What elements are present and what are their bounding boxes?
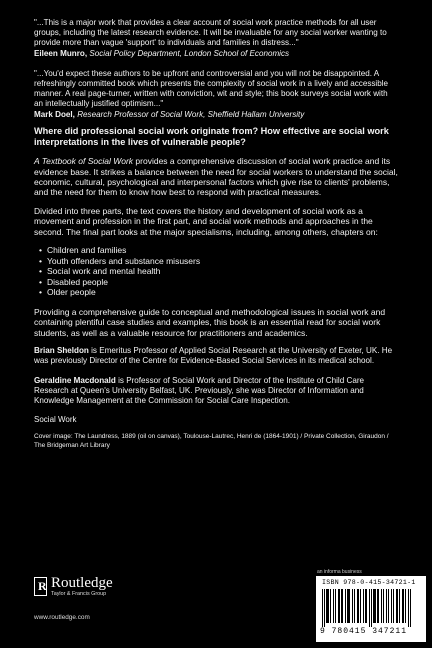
list-item: • Children and families <box>39 245 398 256</box>
list-item: • Youth offenders and substance misusers <box>39 256 398 267</box>
review-attribution-1 <box>34 49 398 59</box>
reviewer-affiliation-1: Social Policy Department, London School of Economics <box>89 48 290 58</box>
review-attribution-2 <box>34 110 398 120</box>
author-bio-1 <box>34 346 398 366</box>
list-item: • Social work and mental health <box>39 266 398 277</box>
author-name-2: Geraldine Macdonald <box>34 375 116 385</box>
reviewer-name-2: Mark Doel, <box>34 109 75 119</box>
subject-category: Social Work <box>34 415 77 425</box>
book-title: A Textbook of Social Work <box>34 156 134 167</box>
reviewer-affiliation-2: Research Professor of Social Work, Sheffield Hallam University <box>77 109 305 119</box>
publisher-name: Routledge <box>51 575 113 591</box>
cover-image-credit: Cover image: The Laundress, 1889 (oil on canvas), Toulouse-Lautrec, Henri de (1864-1901) / Private Collection, Giraudon / The Bridgeman Art Library <box>34 433 389 449</box>
publisher-logo <box>34 576 113 598</box>
publisher-wordmark <box>51 576 113 598</box>
author-bio-text-2: is Professor of Social Work and Director of the Institute of Child Care Research at Queen's University Belfast, UK. Previously, she was Director of Information and Knowledge Management at the Commission for Social Care Inspection. <box>34 375 365 406</box>
intro-paragraph <box>34 156 398 198</box>
structure-paragraph: Divided into three parts, the text covers the history and development of social work as a movement and profession in the first part, and social work methods and approaches in the second. The final part looks at the major specialisms, including, among others, chapters on: <box>34 205 378 237</box>
isbn-barcode <box>316 576 426 642</box>
summary-paragraph: Providing a comprehensive guide to conceptual and methodological issues in social work and containing plentiful case studies and examples, this book is an essential read for social work students, as well as a valuable resource for practitioners and academics. <box>34 307 386 338</box>
author-name-1: Brian Sheldon <box>34 346 89 356</box>
review-quote-2: "...You'd expect these authors to be upfront and controversial and you will not be disappointed. A refreshingly committed book which presents the complexity of social work in a lively and accessible manner. A real page-turner, written with conviction, wit and style; this book surveys social work with an intellectually justified optimism..." <box>34 68 389 109</box>
barcode-number: 9 780415 347211 <box>320 627 408 636</box>
routledge-logo-icon: R <box>34 577 47 596</box>
cover-footer <box>0 569 432 648</box>
lead-question: Where did professional social work originate from? How effective are social work interpretations in the lives of vulnerable people? <box>34 125 389 148</box>
barcode-icon <box>322 589 420 627</box>
intro-text: provides a comprehensive discussion of social work practice and its evidence base. It strikes a balance between the need for social workers to understand the social, economic, cultural, psychological and interpersonal factors which give rise to clients' problems, and the need for them to know how best to respond with practical measures. <box>34 156 398 198</box>
informa-label: an informa business <box>317 569 362 575</box>
list-item: • Older people <box>39 287 398 298</box>
reviewer-name-1: Eileen Munro, <box>34 48 88 58</box>
list-item: • Disabled people <box>39 277 398 288</box>
review-quote-1: "...This is a major work that provides a clear account of social work practice methods for all user groups, including the latest research evidence. It will be invaluable for any social worker wanting to provide more than vague 'support' to individuals and families in distress..." <box>34 18 387 48</box>
author-bio-text-1: is Emeritus Professor of Applied Social Research at the University of Exeter, UK. He was previously Director of the Centre for Evidence-Based Social Services in its medical school. <box>34 346 393 366</box>
author-bio-2 <box>34 376 398 407</box>
specialisms-list <box>34 245 398 298</box>
publisher-tagline: Taylor & Francis Group <box>51 591 107 597</box>
isbn-label: ISBN 978-0-415-34721-1 <box>322 579 416 586</box>
publisher-url: www.routledge.com <box>34 614 90 621</box>
